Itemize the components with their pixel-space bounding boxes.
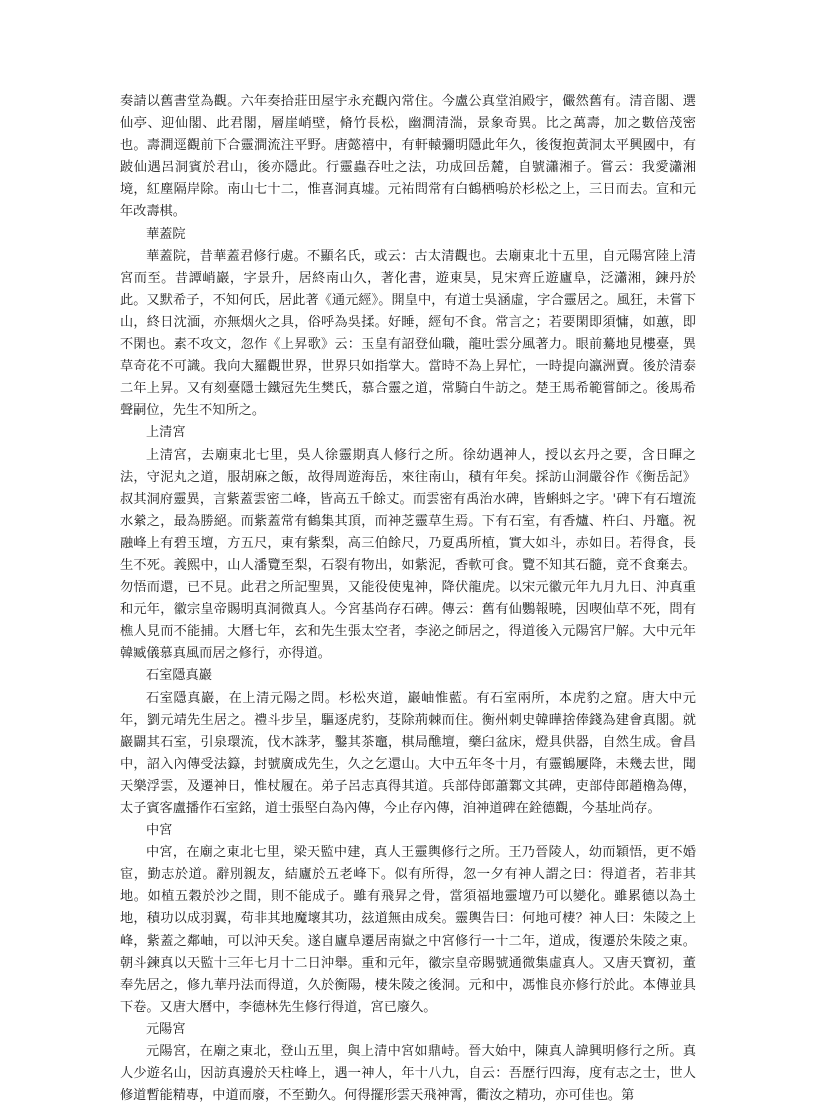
section-heading-yuanyang: 元陽宮 — [146, 1021, 186, 1037]
section-heading-shishi: 石室隱真巖 — [146, 668, 212, 684]
section-heading-zhonggong: 中宮 — [146, 823, 173, 839]
paragraph-shangqing: 上清宮，去廟東北七里，吳人徐靈期真人修行之所。徐幼遇神人，授以玄丹之要，含日暉之法，守泥丸之道，服胡麻之飯，故得周遊海岳，來往南山，積有年矣。採訪山洞嚴谷作《衡岳記》叔其洞府靈異，言紫蓋雲密二峰，皆高五千餘丈。而雲密有禹治水碑，皆蝌蚪之字。'碑下有石壇流水縈之，最為勝絕。而紫蓋常有鶴集其頂，而神芝靈草生焉。下有石室，有香爐、杵臼、丹竈。祝融峰上有碧玉壇，方五尺，東有紫梨，高三伯餘尺，乃夏禹所植，實大如斗，赤如日。若得食，長生不死。義熙中，山人潘覽至梨，石裂有物出，如紫泥，香軟可食。覽不知其石髓，竟不食棄去。勿悟而還，已不見。此君之所記聖異，又能役使鬼神，降伏龍虎。以宋元徽元年九月九日、沖真重和元年，徽宗皇帝賜明真洞微真人。今宮基尚存石碑。傳云：舊有仙鸚報曉，因喫仙草不死，問有樵人見而不能捕。大曆七年，玄和先生張太空者，李泌之師居之，得道後入元陽宮尸解。大中元年韓臧儀慕真風而居之修行，亦得道。 — [120, 447, 696, 662]
section-heading-shangqing: 上清宮 — [146, 425, 186, 441]
paragraph-yuanyang: 元陽宮，在廟之東北，登山五里，與上清中宮如鼎峙。晉大始中，陳真人諱興明修行之所。真人少遊名山，因訪真邊於天柱峰上，遇一神人，年十八九，自云：吾歷行四海，度有志之士，世人修道暫能精專，中道而廢，不至勤久。何得擺形雲天飛神霄，衢汝之精功，亦可佳也。第 — [120, 1044, 696, 1104]
paragraph-intro: 奏請以舊書堂為觀。六年奏拾莊田屋宇永充觀內常住。今盧公真堂洎殿宇，儼然舊有。清音閣、選仙亭、迎仙閣、此君閣，層崖峭壁，脩竹長松，幽澗清湍，景象奇異。比之萬壽，加之數倍茂密也。壽澗逕觀前下合靈澗流注平野。唐懿禧中，有軒轅彌明隱此年久，後復抱黃洞太平興國中，有跛仙遇呂洞賓於君山，後亦隱此。行靈蟲吞吐之法，功成回岳麓，自號瀟湘子。嘗云：我愛瀟湘境，紅塵隔岸除。南山七十二，惟喜洞真墟。元祐問常有白鶴栖嗚於杉松之上，三日而去。宣和元年改壽棋。 — [120, 94, 696, 220]
text-column — [120, 91, 696, 1107]
section-heading-huagai: 華蓋院 — [146, 226, 186, 242]
paragraph-zhonggong: 中宮，在廟之東北七里，梁天監中建，真人王靈輿修行之所。王乃晉陵人，幼而穎悟，更不婚宦，勤志於道。辭別親友，結廬於五老峰下。似有所得，忽一夕有神人謂之曰：得道者，若非其地。如植五穀於沙之間，則不能成子。雖有飛昇之骨，當須福地靈壇乃可以變化。雖累德以為土地，積功以成羽翼，苟非其地魔壞其功，玆道無由成矣。靈輿告曰：何地可棲？神人曰：朱陵之上峰，紫蓋之鄰岫，可以沖天矣。遂自廬阜遷居南嶽之中宮修行一十二年，道成，復遷於朱陵之東。朝斗鍊真以天監十三年七月十二日沖舉。重和元年，徽宗皇帝賜號通微集虛真人。又唐天寶初，董奉先居之，修九華丹法而得道，久於衡陽，棲朱陵之後洞。元和中，馮惟良亦修行於此。本傳並具下卷。又唐大曆中，李德林先生修行得道，宮已廢久。 — [120, 845, 696, 1015]
paragraph-huagai: 華蓋院，昔華蓋君修行處。不顯名氏，或云：古太清觀也。去廟東北十五里，自元陽宮陸上清宮而至。昔譚峭巖，字景升，居終南山久，著化書，遊東昊，見宋齊丘遊廬阜，泛瀟湘，鍊丹於此。又默希子，不知何氏，居此著《通元經》。開皇中，有道士吳涵虛，字合靈居之。風狂，未嘗下山，終日沈湎，亦無烟火之具，俗呼為吳揉。好睡，經旬不食。常言之；若要閑即須慵，如蕙，即不閑也。素不攻文，忽作《上昇歌》云：玉皇有詔登仙職，龍吐雲分風著力。眼前驀地見樓臺，異草奇花不可識。我向大羅觀世界，世界只如指掌大。當時不為上昇忙，一時提向瀛洲賣。後於清泰二年上昇。又有刻臺隱士鐵冠先生樊氏，慕合靈之道，常騎白牛訪之。楚王馬希範嘗師之。後馬希聲嗣位，先生不知所之。 — [120, 248, 696, 419]
paragraph-shishi: 石室隱真巖，在上清元陽之問。杉松夾道，巖岫惟藍。有石室兩所，本虎豹之窟。唐大中元年，劉元靖先生居之。禮斗步呈，驅逐虎豹，芟除荊棘而住。衡州刺史韓曄捨俸錢為建會真閣。就巖闢其石室，引泉環流，伐木誅茅，鑿其茶竈，棋局醮壇，藥臼盆床，燈具供器，自然生成。會昌中，詔入內傳受法籙，封號廣成先生，久之乞還山。大中五年冬十月，有靈鶴屢降，未幾去世，聞天樂浮雲，及遷神日，惟杖履在。弟子呂志真得其道。兵部侍郎蕭鄴文其碑，吏部侍郎趙櫓為傳，太子賓客盧播作石室銘，道士張堅白為內傳，今止存內傳，洎神道碑在銓德觀，今基址尚存。 — [120, 690, 696, 816]
